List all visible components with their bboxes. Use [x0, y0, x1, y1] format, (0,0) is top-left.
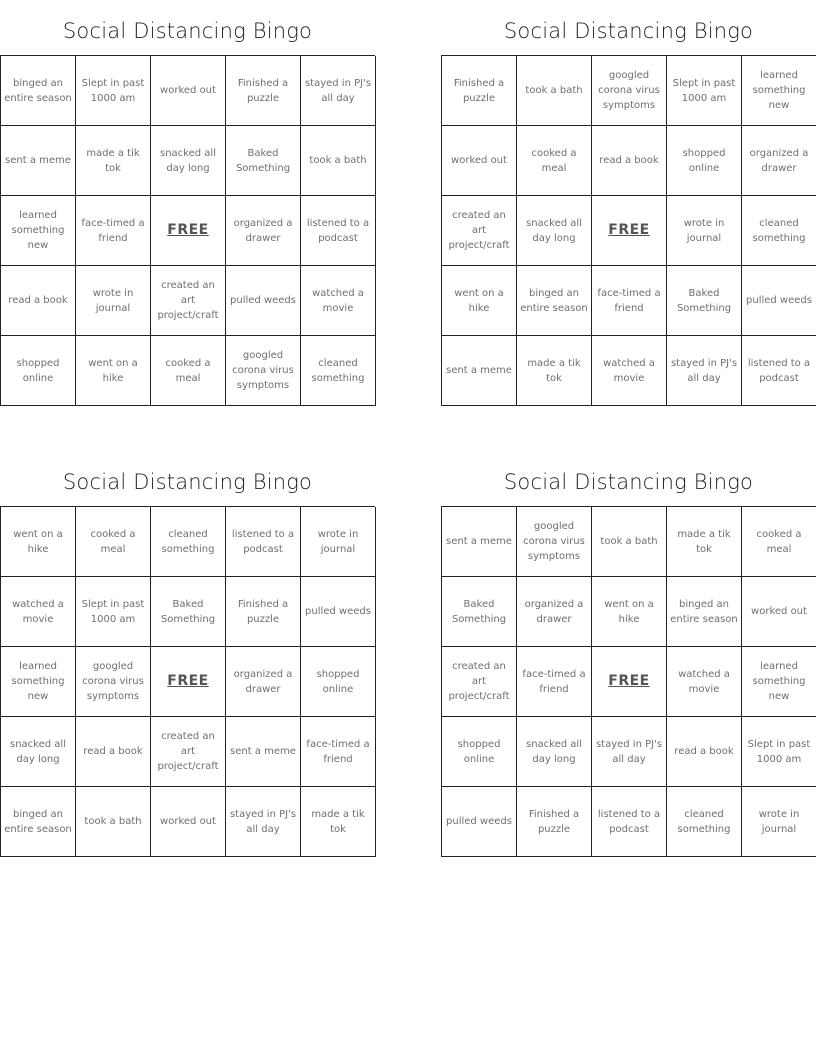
bingo-card-1	[0, 5, 375, 406]
bingo-cell: binged an entire season	[1, 56, 76, 126]
bingo-cell: read a book	[1, 266, 76, 336]
bingo-cell: Baked Something	[226, 126, 301, 196]
bingo-cell: face-timed a friend	[517, 647, 592, 717]
bingo-cell: learned something new	[742, 647, 816, 717]
bingo-cell: watched a movie	[1, 577, 76, 647]
bingo-cell: took a bath	[517, 56, 592, 126]
bingo-cell: learned something new	[742, 56, 816, 126]
bingo-grid	[0, 506, 375, 857]
bingo-cell: Slept in past 1000 am	[742, 717, 816, 787]
bingo-cell: learned something new	[1, 647, 76, 717]
bingo-cell: worked out	[151, 787, 226, 857]
bingo-cell: created an art project/craft	[151, 266, 226, 336]
bingo-card-3	[0, 456, 375, 857]
bingo-cell: snacked all day long	[517, 717, 592, 787]
bingo-cell: pulled weeds	[226, 266, 301, 336]
bingo-cell: watched a movie	[301, 266, 376, 336]
bingo-cell: face-timed a friend	[76, 196, 151, 266]
bingo-cell: sent a meme	[442, 507, 517, 577]
bingo-cell: Finished a puzzle	[226, 56, 301, 126]
bingo-cell: Finished a puzzle	[442, 56, 517, 126]
bingo-cell: worked out	[742, 577, 816, 647]
bingo-cell: read a book	[76, 717, 151, 787]
bingo-cell: Finished a puzzle	[226, 577, 301, 647]
bingo-cell: binged an entire season	[517, 266, 592, 336]
bingo-cell: cooked a meal	[76, 507, 151, 577]
bingo-cell: created an art project/craft	[442, 647, 517, 717]
bingo-cell: Baked Something	[667, 266, 742, 336]
bingo-cell: cooked a meal	[517, 126, 592, 196]
free-space: FREE	[592, 647, 667, 717]
bingo-cell: worked out	[151, 56, 226, 126]
bingo-cell: stayed in PJ's all day	[301, 56, 376, 126]
bingo-cell: Baked Something	[151, 577, 226, 647]
bingo-cell: shopped online	[1, 336, 76, 406]
bingo-cell: shopped online	[667, 126, 742, 196]
free-space: FREE	[151, 196, 226, 266]
bingo-cell: cleaned something	[151, 507, 226, 577]
bingo-cell: snacked all day long	[1, 717, 76, 787]
card-title: Social Distancing Bingo	[503, 470, 754, 494]
bingo-cell: watched a movie	[667, 647, 742, 717]
bingo-cell: stayed in PJ's all day	[667, 336, 742, 406]
free-space: FREE	[592, 196, 667, 266]
bingo-cell: read a book	[667, 717, 742, 787]
bingo-cell: made a tik tok	[667, 507, 742, 577]
bingo-cell: made a tik tok	[301, 787, 376, 857]
bingo-grid	[441, 55, 816, 406]
bingo-cell: wrote in journal	[742, 787, 816, 857]
bingo-cell: stayed in PJ's all day	[226, 787, 301, 857]
bingo-cell: made a tik tok	[76, 126, 151, 196]
bingo-card-2	[441, 5, 816, 406]
bingo-cell: organized a drawer	[226, 647, 301, 717]
bingo-cell: went on a hike	[592, 577, 667, 647]
card-title: Social Distancing Bingo	[62, 19, 313, 43]
bingo-cell: sent a meme	[1, 126, 76, 196]
bingo-cell: organized a drawer	[226, 196, 301, 266]
bingo-cell: cooked a meal	[742, 507, 816, 577]
bingo-cell: read a book	[592, 126, 667, 196]
bingo-cell: Baked Something	[442, 577, 517, 647]
bingo-cell: Slept in past 1000 am	[76, 56, 151, 126]
bingo-cell: went on a hike	[442, 266, 517, 336]
bingo-cell: cleaned something	[301, 336, 376, 406]
bingo-cell: sent a meme	[442, 336, 517, 406]
bingo-cell: watched a movie	[592, 336, 667, 406]
bingo-cell: worked out	[442, 126, 517, 196]
bingo-cell: listened to a podcast	[742, 336, 816, 406]
bingo-cell: binged an entire season	[667, 577, 742, 647]
bingo-cell: googled corona virus symptoms	[592, 56, 667, 126]
bingo-cell: wrote in journal	[667, 196, 742, 266]
card-title: Social Distancing Bingo	[503, 19, 754, 43]
bingo-cell: organized a drawer	[517, 577, 592, 647]
free-space: FREE	[151, 647, 226, 717]
bingo-cell: pulled weeds	[301, 577, 376, 647]
bingo-cell: went on a hike	[1, 507, 76, 577]
bingo-cell: listened to a podcast	[226, 507, 301, 577]
bingo-cell: stayed in PJ's all day	[592, 717, 667, 787]
bingo-grid	[441, 506, 816, 857]
bingo-cell: made a tik tok	[517, 336, 592, 406]
bingo-cell: sent a meme	[226, 717, 301, 787]
bingo-cell: wrote in journal	[301, 507, 376, 577]
bingo-cell: took a bath	[76, 787, 151, 857]
bingo-cell: wrote in journal	[76, 266, 151, 336]
bingo-cell: shopped online	[442, 717, 517, 787]
bingo-cell: went on a hike	[76, 336, 151, 406]
bingo-cell: learned something new	[1, 196, 76, 266]
bingo-cell: cleaned something	[667, 787, 742, 857]
bingo-cell: listened to a podcast	[301, 196, 376, 266]
bingo-card-4	[441, 456, 816, 857]
bingo-cell: took a bath	[301, 126, 376, 196]
card-title: Social Distancing Bingo	[62, 470, 313, 494]
bingo-cell: created an art project/craft	[442, 196, 517, 266]
bingo-cell: pulled weeds	[742, 266, 816, 336]
bingo-cell: pulled weeds	[442, 787, 517, 857]
bingo-cell: binged an entire season	[1, 787, 76, 857]
bingo-cell: took a bath	[592, 507, 667, 577]
bingo-cell: Finished a puzzle	[517, 787, 592, 857]
bingo-cell: googled corona virus symptoms	[76, 647, 151, 717]
bingo-cell: Slept in past 1000 am	[76, 577, 151, 647]
bingo-cell: snacked all day long	[151, 126, 226, 196]
bingo-cell: created an art project/craft	[151, 717, 226, 787]
bingo-cell: googled corona virus symptoms	[517, 507, 592, 577]
bingo-cell: cleaned something	[742, 196, 816, 266]
bingo-cell: face-timed a friend	[592, 266, 667, 336]
bingo-cell: shopped online	[301, 647, 376, 717]
bingo-cell: googled corona virus symptoms	[226, 336, 301, 406]
bingo-cell: snacked all day long	[517, 196, 592, 266]
bingo-cell: organized a drawer	[742, 126, 816, 196]
bingo-cell: listened to a podcast	[592, 787, 667, 857]
bingo-grid	[0, 55, 375, 406]
bingo-cell: cooked a meal	[151, 336, 226, 406]
bingo-cell: Slept in past 1000 am	[667, 56, 742, 126]
bingo-cell: face-timed a friend	[301, 717, 376, 787]
